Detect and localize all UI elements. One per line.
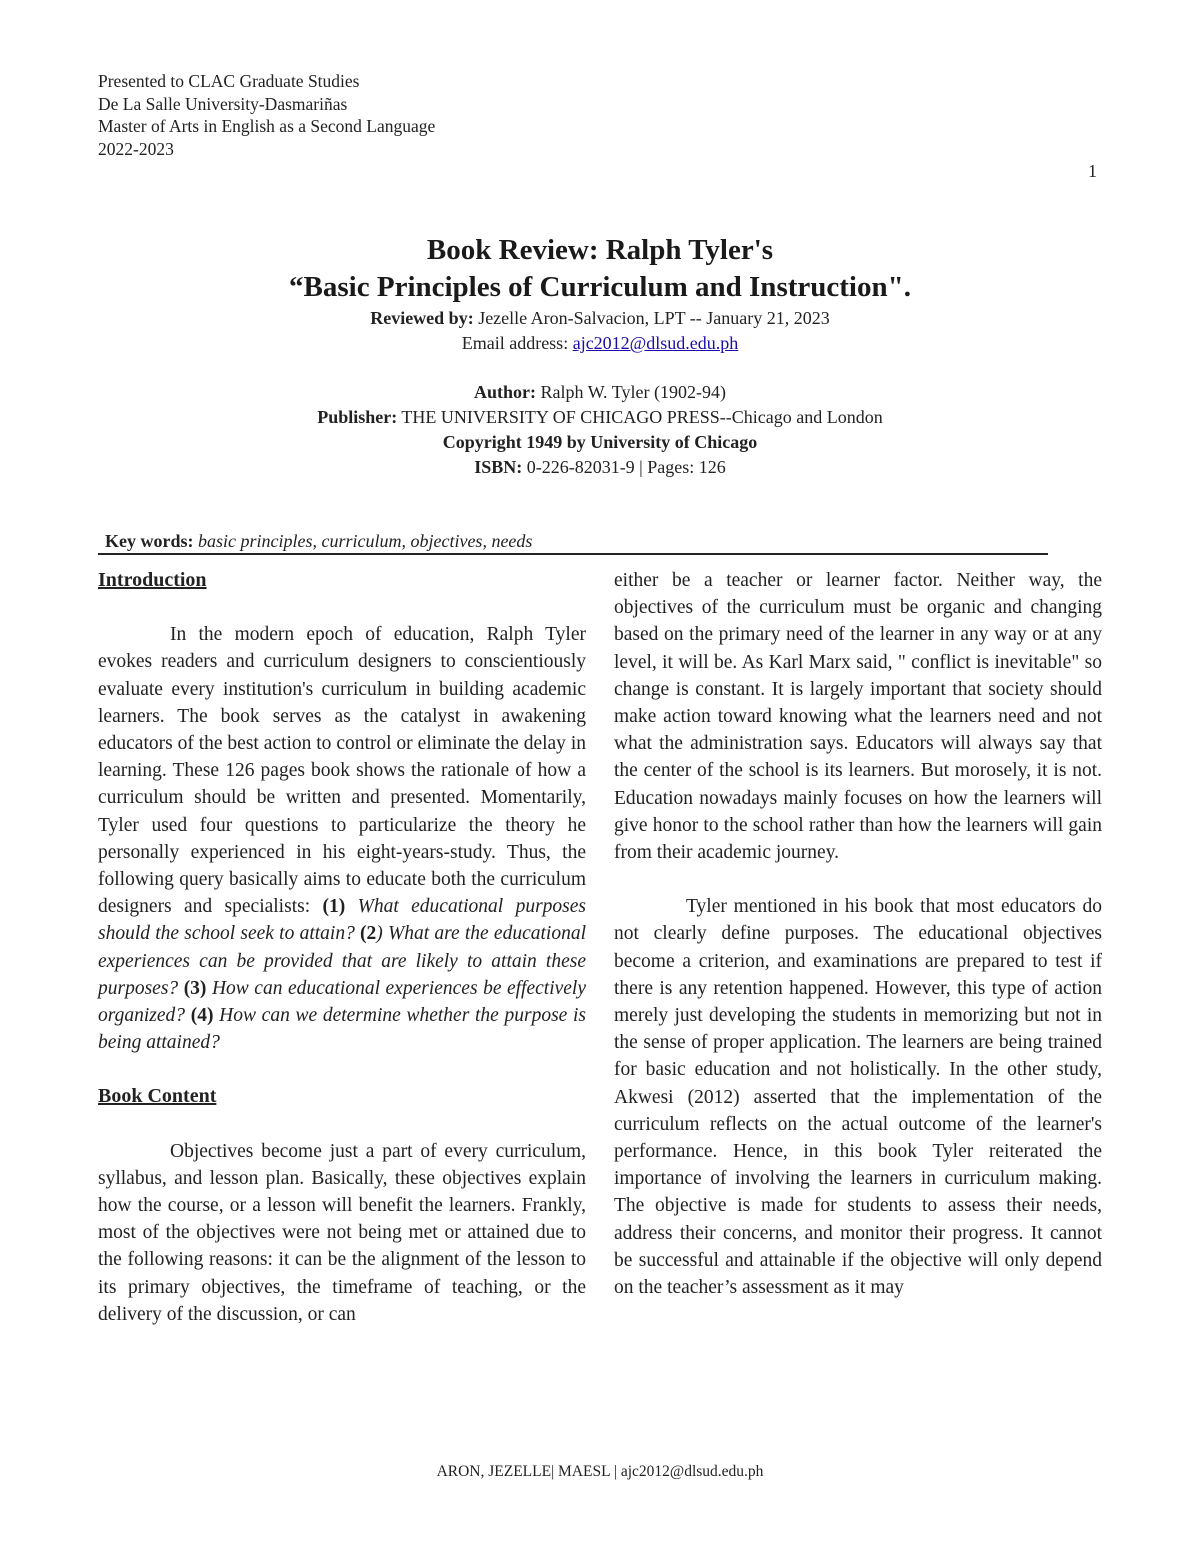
question-number: (3) — [183, 977, 207, 999]
publisher-label: Publisher: — [317, 407, 398, 427]
book-content-heading: Book Content — [98, 1085, 217, 1108]
question-text: What educational purposes should the school seek to attain? — [98, 896, 586, 945]
header-line: Presented to CLAC Graduate Studies — [98, 71, 360, 91]
question-number: (4) — [190, 1005, 214, 1027]
isbn-label: ISBN: — [474, 457, 523, 477]
left-column — [98, 567, 586, 1328]
right-paragraph-2: Tyler mentioned in his book that most educators do not clearly define purposes. The educational objectives become a criterion, and examinations are prepared to test if there is any retention happened. However, this type of action merely just developing the students in memorizing but not in the sense of proper application. The learners are being trained for basic education and not holistically. In the other study, Akwesi (2012) asserted that the implementation of the curriculum reflects on the actual outcome of the learner's performance. Hence, in this book Tyler reiterated the importance of involving the learners in curriculum making. The objective is made for students to assess their needs, address their concerns, and monitor their progress. It cannot be successful and attainable if the objective will only depend on the teacher’s assessment as it may — [614, 896, 1102, 1299]
book-content-paragraph: Objectives become just a part of every curriculum, syllabus, and lesson plan. Basically, these objectives explain how the course, or a lesson will benefit the learners. Frankly, most of the objectives were not being met or attained due to the following reasons: it can be the alignment of the lesson to its primary objectives, the timeframe of teaching, or the delivery of the discussion, or can — [98, 1140, 586, 1325]
document-header — [98, 70, 435, 160]
author-value: Ralph W. Tyler (1902-94) — [536, 382, 726, 402]
author-label: Author: — [474, 382, 537, 402]
isbn-value: 0-226-82031-9 | Pages: 126 — [522, 457, 726, 477]
email-link[interactable]: ajc2012@dlsud.edu.ph — [572, 333, 739, 353]
author-line — [0, 380, 1200, 405]
question-text: How can we determine whether the purpose is being attained? — [98, 1005, 586, 1054]
reviewer-line — [0, 306, 1200, 331]
introduction-text: In the modern epoch of education, Ralph Tyler evokes readers and curriculum designers to conscientiously evaluate every institution's curriculum in building academic learners. The book serves as the catalyst in awakening educators of the best action to control or eliminate the delay in learning. These 126 pages book shows the rationale of how a curriculum should be written and presented. Momentarily, Tyler used four questions to particularize the theory he personally experienced in his eight-years-study. Thus, the following query basically aims to educate both the curriculum designers and specialists: — [98, 624, 586, 918]
page-number: 1 — [1088, 161, 1097, 181]
email-label: Email address: — [461, 333, 573, 353]
email-line — [0, 331, 1200, 356]
publisher-value: THE UNIVERSITY OF CHICAGO PRESS--Chicago and London — [397, 407, 883, 427]
header-line: De La Salle University-Dasmariñas — [98, 93, 348, 114]
page-subtitle: “Basic Principles of Curriculum and Instruction". — [289, 271, 911, 303]
introduction-heading: Introduction — [98, 569, 207, 591]
question-number: (1) — [322, 896, 346, 918]
isbn-line — [0, 455, 1200, 480]
keywords-label: Key words: — [105, 531, 194, 551]
reviewer-value: Jezelle Aron-Salvacion, LPT -- January 21, 2023 — [473, 308, 830, 328]
copyright-line — [0, 430, 1200, 455]
right-paragraph-1: either be a teacher or learner factor. Neither way, the objectives of the curriculum must be organic and changing based on the primary need of the learner in any way or at any level, it will be. As Karl Marx said, " conflict is inevitable" so change is constant. It is largely important that society should make action toward knowing what the learners need and not what the administration says. Educators will always say that the center of the school is its learners. But morosely, it is not. Education nowadays mainly focuses on how the learners will give honor to the school rather than how the learners will gain from their academic journey. — [614, 570, 1102, 864]
question-text: ) What are the educational experiences can be provided that are likely to attain these purposes? — [98, 923, 586, 999]
introduction-paragraph — [98, 621, 586, 1056]
page-title: Book Review: Ralph Tyler's — [426, 234, 774, 266]
question-text: How can educational experiences be effectively organized? — [98, 977, 586, 1027]
right-column — [614, 567, 1102, 1301]
reviewer-label: Reviewed by: — [370, 308, 474, 328]
keywords-line — [98, 530, 1048, 555]
question-number: (2 — [360, 923, 377, 945]
header-line: Master of Arts in English as a Second Language — [98, 116, 436, 136]
title-block — [0, 232, 1200, 480]
publisher-line — [0, 405, 1200, 430]
keywords-value: basic principles, curriculum, objectives, needs — [198, 531, 533, 551]
header-line: 2022-2023 — [98, 138, 174, 159]
page-footer: ARON, JEZELLE| MAESL | ajc2012@dlsud.edu.ph — [436, 1463, 764, 1480]
copyright-text: Copyright 1949 by University of Chicago — [442, 432, 758, 452]
